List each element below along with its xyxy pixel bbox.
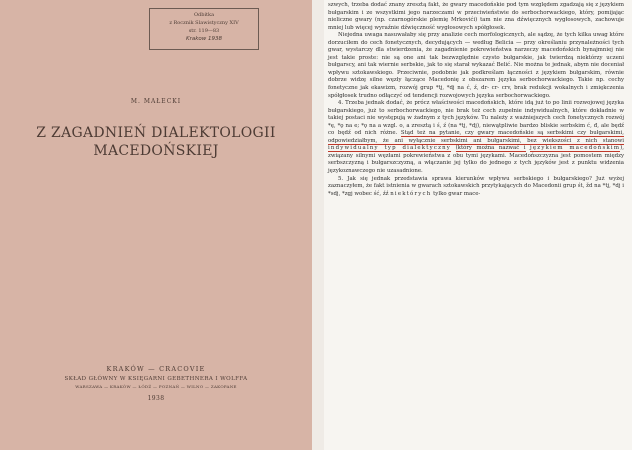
stamp-line-2: z Rocznik Slawistyczny XIV [169, 20, 239, 26]
stamp-line-1: Odbitka [193, 12, 215, 18]
spaced-word-niektorych: niektórych [390, 190, 432, 197]
book-title [0, 124, 312, 160]
page-gutter [312, 0, 324, 450]
underlined-clause: (który można nazwać i [455, 145, 526, 152]
paragraph-3-end: ), związany silnymi węzłami pokrewieństwa z obu tymi językami. Macedońszczyzna jest pomostem między serbszczyzną i bułgarszczyzną, a włączanie jej tylko do jednego z tych języków jest z punktu widzenia językoznawczego nie uzasadnione. [328, 145, 624, 175]
imprint-cities: WARSZAWA — KRAKÓW — ŁÓDŹ — POZNAŃ — WILNO — ZAKOPANE [75, 384, 237, 389]
offprint-stamp [149, 8, 259, 50]
body-text [328, 2, 624, 198]
paragraph-4-end: tylko gwar mace- [433, 190, 481, 197]
spaced-phrase-typ: indywidualny typ dialektyczny [328, 145, 452, 152]
title-line-2: MACEDOŃSKIEJ [93, 143, 219, 159]
imprint-city: KRAKÓW — CRACOVIE [106, 365, 206, 373]
text-page [324, 0, 632, 450]
paragraph-4 [328, 176, 624, 199]
paragraph-4-start: 5. Jak się jednak przedstawia sprawa kierunków wpływu serbskiego i bułgarskiego? Już wyżej zaznaczyłem, że fakt istnienia w gwarach sztokawskich przytykających do Macedonii grup śt, žd na *tj, *dj i *sdj, *zgj wobec ść, źź [328, 175, 624, 197]
paragraph-3-start: 4. Trzeba jednak dodać, że prócz właściwości macedońskich, które idą już to po linii rozwojowej języka bułgarskiego, już to serbochorwackiego, nie brak też cech zupełnie indywidualnych, które dokładnie w takiej postaci nie występują w żadnym z tych języków. Tu należy z ważniejszych cech fonetycznych rozwój *ę, *ǫ na e; *ǫ na a wzgl. o, a zresztą i ś, ź (na *tj, *dj), niewątpliwie bardzo bliskie serbskim ć, đ, ale będź co będź od nich różne. [328, 100, 624, 137]
imprint-year: 1938 [147, 395, 165, 402]
paragraph-1: szwych, trzeba dodać znany zresztą fakt, że gwary macedońskie pod tym względem zgadzają się z językiem bułgarskim i ze wszystkimi jego narzeczami w przeciwieństwie do serbochorwackiego, który, pomijając nieliczne gwary (np. czarnogórskie plemię Mrkovići) tam nie zna dźwięcznych wygłosowych, zachowuje mniej lub więcej wyraźnie dźwięczność wygłosowych spółgłosek. [328, 2, 624, 31]
underlined-conclusion: Stąd też na pytanie, czy gwary macedońskie są serbskimi czy bułgarskimi, odpowiedziałbym, że ani wyłącznie serbskimi ani bułgarskimi, bez wiekszości z nich stanowi [328, 130, 624, 144]
paragraph-3 [328, 100, 624, 175]
imprint [0, 365, 312, 403]
paragraph-2: Niejedna uwaga nasuwałaby się przy analizie cech morfologicznych, ale sądzę, że tych kilka uwag które dorzuciłem do cech fonetycznych, decydujących — według Belicia — przy określaniu przynależności tych gwar, wystarczy dla stwierdzenia, że zagadnienie pokrewieństwa narzeczy macedońskich bynajmniej nie jest takie proste: nie są one ani tak bezwzględnie czysto bułgarskie, jak twierdzą niektórzy uczeni bułgarscy, ani tak wiernie serbskie, jak to się starał wykazać Belić. Nie można te jednak, abym nie doceniał wpływu sztokawskiego. Przeciwnie, podobnie jak podkreślam łączności z językiem bułgarskim, równie dobrze widzę silne węzły łączące Macedonię z obszarem języka serbochorwackiego. Takie np. cechy fonetyczne jak ekawizm, rozwój grup *tj, *dj na ć, ź, dr- cr- crv, brak redukcji wokalnych i zmiękczenia spółgłosek trudno odłączyć od tendencji rozwojowych języka serbochorwackiego. [328, 32, 624, 99]
stamp-line-3: str. 119—83 [188, 28, 220, 34]
author-name: M. MAŁECKI [130, 98, 182, 105]
imprint-publisher: SKŁAD GŁÓWNY W KSIĘGARNI GEBETHNERA I WOLFFA [64, 376, 248, 382]
stamp-line-4: Krakow 1938 [185, 36, 223, 42]
spaced-phrase-jezyk: językiem macedońskim [530, 145, 621, 152]
title-line-1: Z ZAGADNIEŃ DIALEKTOLOGII [36, 125, 276, 141]
title-page [0, 0, 312, 450]
